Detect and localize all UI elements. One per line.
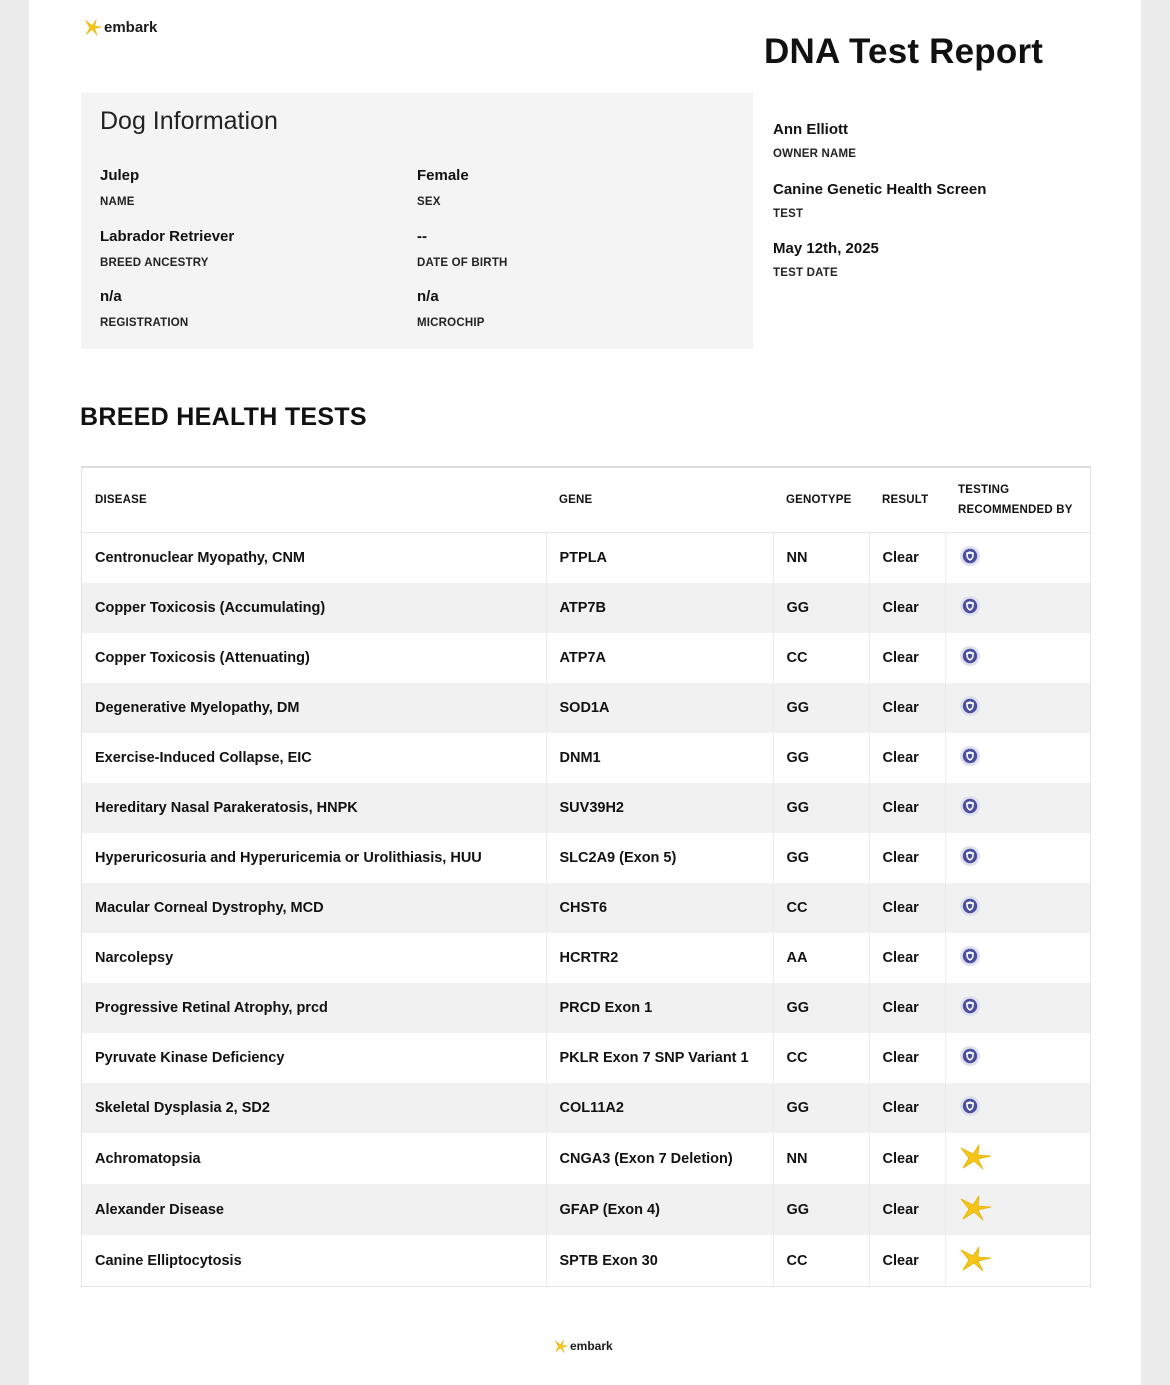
result-cell: Clear xyxy=(869,1083,945,1133)
shield-badge-icon xyxy=(959,995,981,1021)
test-label: TEST xyxy=(773,208,804,220)
table-header-row xyxy=(82,468,1090,533)
recommended-by-cell xyxy=(945,1133,1090,1184)
recommended-by-cell xyxy=(945,1033,1090,1083)
date-of-birth-field xyxy=(417,228,508,269)
dog-sex-field xyxy=(417,167,469,208)
test-field xyxy=(773,181,986,220)
gene-cell: DNM1 xyxy=(546,733,773,783)
embark-star-icon xyxy=(553,1338,569,1354)
gene-cell: COL11A2 xyxy=(546,1083,773,1133)
disease-cell: Pyruvate Kinase Deficiency xyxy=(82,1033,546,1083)
gene-cell: SLC2A9 (Exon 5) xyxy=(546,833,773,883)
recommended-by-cell xyxy=(945,683,1090,733)
genotype-cell: GG xyxy=(773,833,869,883)
genotype-cell: CC xyxy=(773,1033,869,1083)
owner-name-value: Ann Elliott xyxy=(773,121,848,138)
result-cell: Clear xyxy=(869,1235,945,1286)
genotype-cell: CC xyxy=(773,633,869,683)
gene-cell: PTPLA xyxy=(546,533,773,584)
gene-cell: SUV39H2 xyxy=(546,783,773,833)
disease-cell: Achromatopsia xyxy=(82,1133,546,1184)
shield-badge-icon xyxy=(959,545,981,571)
shield-badge-icon xyxy=(959,795,981,821)
genotype-cell: NN xyxy=(773,1133,869,1184)
embark-star-icon xyxy=(959,1245,993,1277)
result-cell: Clear xyxy=(869,533,945,584)
table-row xyxy=(82,833,1090,883)
table-row xyxy=(82,1235,1090,1286)
recommended-by-cell xyxy=(945,833,1090,883)
column-header-genotype: GENOTYPE xyxy=(773,468,869,533)
result-cell: Clear xyxy=(869,633,945,683)
microchip-label: MICROCHIP xyxy=(417,317,485,329)
disease-cell: Hereditary Nasal Parakeratosis, HNPK xyxy=(82,783,546,833)
disease-cell: Degenerative Myelopathy, DM xyxy=(82,683,546,733)
shield-badge-icon xyxy=(959,945,981,971)
shield-badge-icon xyxy=(959,645,981,671)
test-date-field xyxy=(773,240,879,279)
disease-cell: Exercise-Induced Collapse, EIC xyxy=(82,733,546,783)
owner-name-label: OWNER NAME xyxy=(773,148,857,160)
test-date-value: May 12th, 2025 xyxy=(773,240,879,257)
genotype-cell: GG xyxy=(773,1184,869,1235)
recommended-by-cell xyxy=(945,1184,1090,1235)
microchip-value: n/a xyxy=(417,288,439,305)
recommended-by-cell xyxy=(945,983,1090,1033)
genotype-cell: NN xyxy=(773,533,869,584)
recommended-by-cell xyxy=(945,1235,1090,1286)
embark-star-icon xyxy=(959,1194,993,1226)
test-date-label: TEST DATE xyxy=(773,267,838,279)
disease-cell: Copper Toxicosis (Attenuating) xyxy=(82,633,546,683)
disease-cell: Canine Elliptocytosis xyxy=(82,1235,546,1286)
result-cell: Clear xyxy=(869,933,945,983)
breed-ancestry-label: BREED ANCESTRY xyxy=(100,257,209,269)
shield-badge-icon xyxy=(959,745,981,771)
gene-cell: PKLR Exon 7 SNP Variant 1 xyxy=(546,1033,773,1083)
recommended-by-cell xyxy=(945,1083,1090,1133)
dog-name-value: Julep xyxy=(100,167,140,184)
table-row xyxy=(82,1033,1090,1083)
gene-cell: HCRTR2 xyxy=(546,933,773,983)
genotype-cell: GG xyxy=(773,733,869,783)
result-cell: Clear xyxy=(869,833,945,883)
gene-cell: SPTB Exon 30 xyxy=(546,1235,773,1286)
result-cell: Clear xyxy=(869,783,945,833)
shield-badge-icon xyxy=(959,895,981,921)
gene-cell: GFAP (Exon 4) xyxy=(546,1184,773,1235)
table-row xyxy=(82,1184,1090,1235)
column-header-testing-recommended-by xyxy=(945,468,1090,533)
embark-wordmark: embark xyxy=(570,1339,613,1353)
owner-name-field xyxy=(773,121,856,160)
disease-cell: Copper Toxicosis (Accumulating) xyxy=(82,583,546,633)
result-cell: Clear xyxy=(869,1184,945,1235)
table-row xyxy=(82,1133,1090,1184)
recommended-by-cell xyxy=(945,583,1090,633)
gene-cell: CNGA3 (Exon 7 Deletion) xyxy=(546,1133,773,1184)
shield-badge-icon xyxy=(959,1095,981,1121)
dog-information-panel xyxy=(81,93,753,349)
table-row xyxy=(82,933,1090,983)
embark-star-icon xyxy=(959,1143,993,1175)
health-tests-table xyxy=(81,466,1091,1287)
date-of-birth-value: -- xyxy=(417,228,427,245)
recommended-by-cell xyxy=(945,783,1090,833)
embark-logo xyxy=(83,17,157,37)
date-of-birth-label: DATE OF BIRTH xyxy=(417,257,508,269)
test-value: Canine Genetic Health Screen xyxy=(773,181,987,198)
breed-ancestry-field xyxy=(100,228,234,269)
shield-badge-icon xyxy=(959,595,981,621)
dog-sex-value: Female xyxy=(417,167,469,184)
disease-cell: Alexander Disease xyxy=(82,1184,546,1235)
result-cell: Clear xyxy=(869,983,945,1033)
disease-cell: Macular Corneal Dystrophy, MCD xyxy=(82,883,546,933)
genotype-cell: GG xyxy=(773,983,869,1033)
table-row xyxy=(82,983,1090,1033)
embark-wordmark: embark xyxy=(104,18,158,36)
genotype-cell: CC xyxy=(773,1235,869,1286)
result-cell: Clear xyxy=(869,883,945,933)
gene-cell: ATP7A xyxy=(546,633,773,683)
report-title: DNA Test Report xyxy=(764,32,1044,71)
shield-badge-icon xyxy=(959,845,981,871)
dog-name-label: NAME xyxy=(100,196,135,208)
result-cell: Clear xyxy=(869,683,945,733)
genotype-cell: AA xyxy=(773,933,869,983)
table-row xyxy=(82,633,1090,683)
breed-ancestry-value: Labrador Retriever xyxy=(100,228,235,245)
gene-cell: ATP7B xyxy=(546,583,773,633)
recommended-by-cell xyxy=(945,533,1090,584)
shield-badge-icon xyxy=(959,695,981,721)
dog-sex-label: SEX xyxy=(417,196,441,208)
recommended-by-cell xyxy=(945,933,1090,983)
result-cell: Clear xyxy=(869,733,945,783)
gene-cell: CHST6 xyxy=(546,883,773,933)
disease-cell: Hyperuricosuria and Hyperuricemia or Urolithiasis, HUU xyxy=(82,833,546,883)
table-row xyxy=(82,1083,1090,1133)
column-header-result: RESULT xyxy=(869,468,945,533)
breed-health-tests-title: BREED HEALTH TESTS xyxy=(80,403,367,431)
table-row xyxy=(82,733,1090,783)
gene-cell: SOD1A xyxy=(546,683,773,733)
table-row xyxy=(82,533,1090,584)
disease-cell: Centronuclear Myopathy, CNM xyxy=(82,533,546,584)
column-header-gene: GENE xyxy=(546,468,773,533)
shield-badge-icon xyxy=(959,1045,981,1071)
registration-label: REGISTRATION xyxy=(100,317,189,329)
embark-star-icon xyxy=(83,17,103,37)
microchip-field xyxy=(417,288,485,329)
dog-name-field xyxy=(100,167,139,208)
column-header-disease: DISEASE xyxy=(82,468,546,533)
registration-field xyxy=(100,288,188,329)
table-row xyxy=(82,583,1090,633)
disease-cell: Skeletal Dysplasia 2, SD2 xyxy=(82,1083,546,1133)
genotype-cell: GG xyxy=(773,683,869,733)
table-row xyxy=(82,683,1090,733)
column-header-recommended-by: RECOMMENDED BY xyxy=(958,504,1073,516)
table-row xyxy=(82,783,1090,833)
recommended-by-cell xyxy=(945,883,1090,933)
dog-information-title: Dog Information xyxy=(100,107,278,135)
registration-value: n/a xyxy=(100,288,122,305)
column-header-testing: TESTING xyxy=(958,484,1010,496)
result-cell: Clear xyxy=(869,1033,945,1083)
recommended-by-cell xyxy=(945,733,1090,783)
genotype-cell: CC xyxy=(773,883,869,933)
result-cell: Clear xyxy=(869,583,945,633)
report-page xyxy=(29,0,1141,1385)
embark-footer-logo xyxy=(553,1338,613,1354)
genotype-cell: GG xyxy=(773,583,869,633)
disease-cell: Progressive Retinal Atrophy, prcd xyxy=(82,983,546,1033)
result-cell: Clear xyxy=(869,1133,945,1184)
recommended-by-cell xyxy=(945,633,1090,683)
disease-cell: Narcolepsy xyxy=(82,933,546,983)
gene-cell: PRCD Exon 1 xyxy=(546,983,773,1033)
genotype-cell: GG xyxy=(773,783,869,833)
table-row xyxy=(82,883,1090,933)
genotype-cell: GG xyxy=(773,1083,869,1133)
